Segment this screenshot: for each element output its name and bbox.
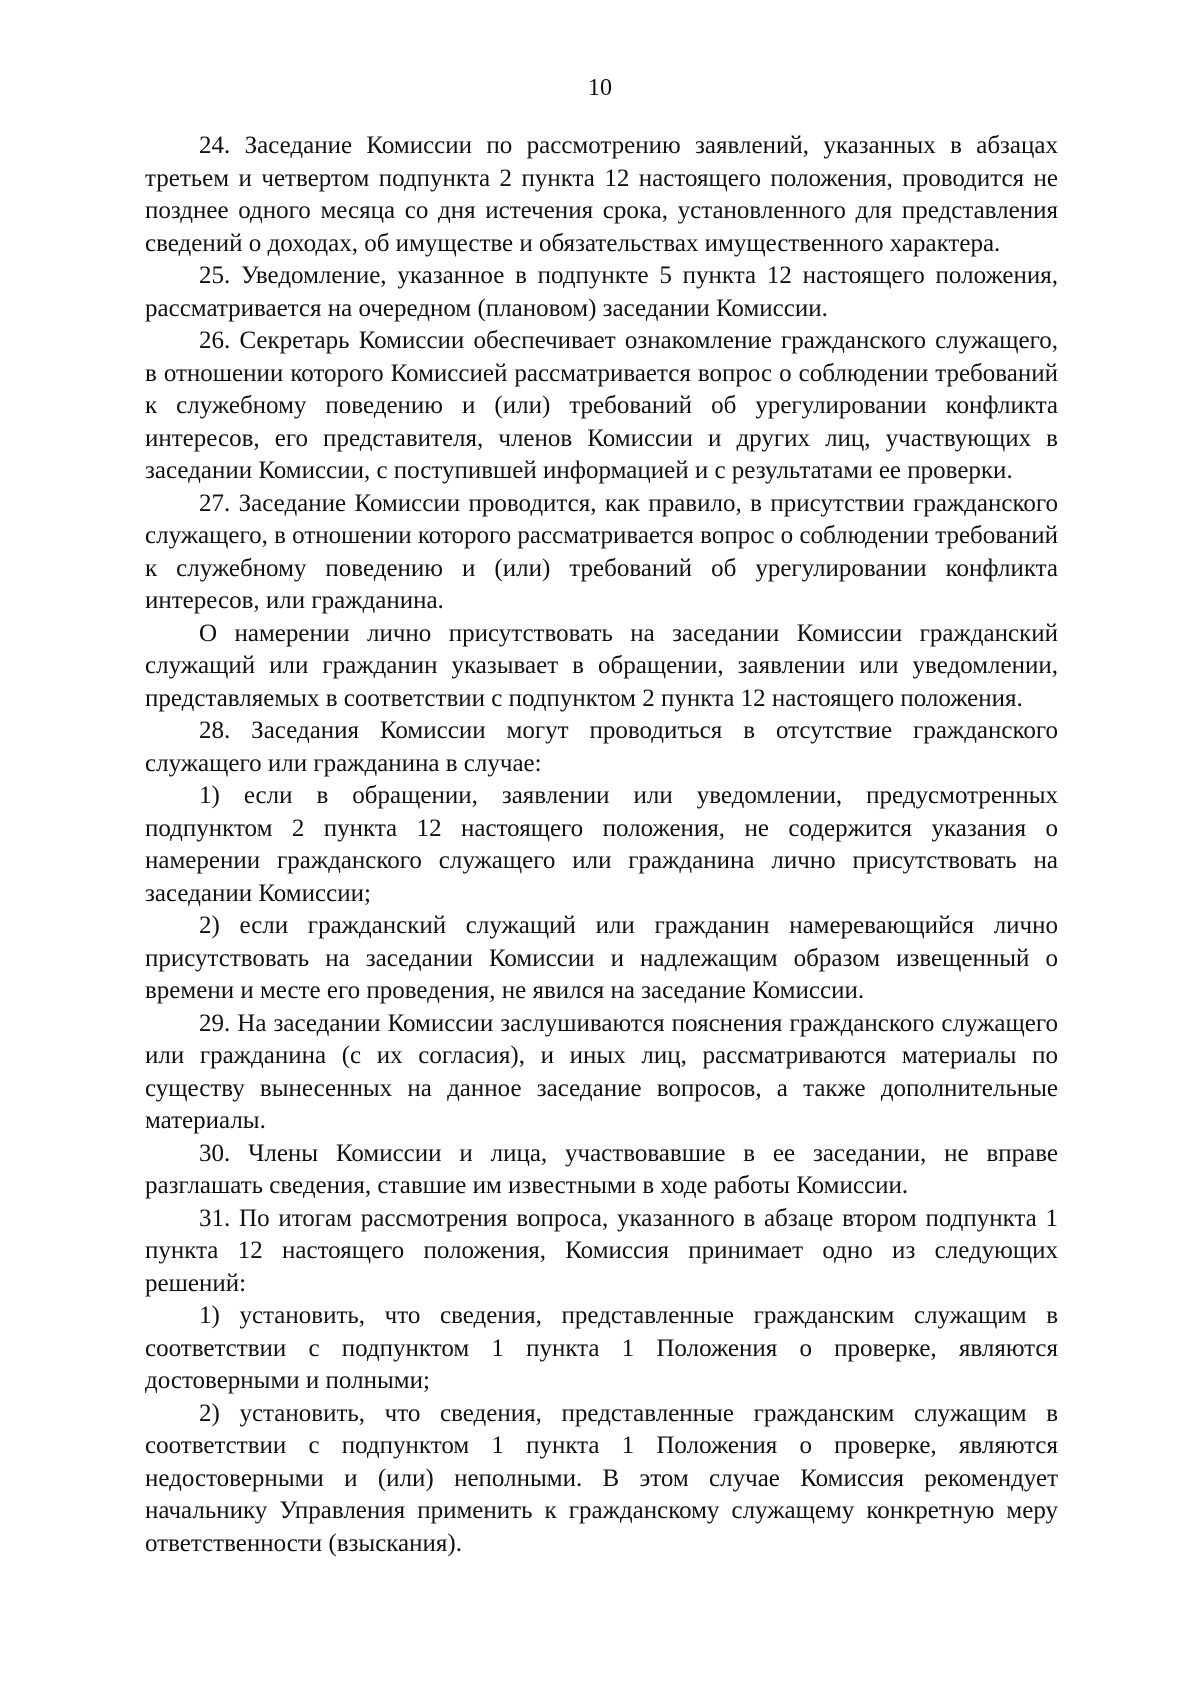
paragraph-24: 24. Заседание Комиссии по рассмотрению заявлений, указанных в абзацах третьем и четвертом подпункта 2 пункта 12 настоящего положения, проводится не позднее одного месяца со дня истечения срока, установленного для представления сведений о доходах, об имуществе и обязательствах имущественного характера. xyxy=(145,132,1058,257)
paragraph-27: 27. Заседание Комиссии проводится, как правило, в присутствии гражданского служащего, в отношении которого рассматривается вопрос о соблюдении требований к служебному поведению и (или) требований об урегулировании конфликта интересов, или гражданина. xyxy=(145,489,1058,614)
paragraph-31-item-1: 1) установить, что сведения, представленные гражданским служащим в соответствии с подпунктом 1 пункта 1 Положения о проверке, являются достоверными и полными; xyxy=(145,1302,1058,1394)
paragraph-31-item-2: 2) установить, что сведения, представленные гражданским служащим в соответствии с подпунктом 1 пункта 1 Положения о проверке, являются недостоверными и (или) неполными. В этом случае Комиссия рекомендует начальнику Управления применить к гражданскому служащему конкретную меру ответственности (взыскания). xyxy=(145,1399,1058,1557)
page-number: 10 xyxy=(588,75,612,101)
paragraph-25: 25. Уведомление, указанное в подпункте 5 пункта 12 настоящего положения, рассматривается на очередном (плановом) заседании Комиссии. xyxy=(145,262,1058,322)
paragraph-31: 31. По итогам рассмотрения вопроса, указанного в абзаце втором подпункта 1 пункта 12 настоящего положения, Комиссия принимает одно из следующих решений: xyxy=(145,1204,1058,1297)
paragraph-29: 29. На заседании Комиссии заслушиваются пояснения гражданского служащего или гражданина (с их согласия), и иных лиц, рассматриваются материалы по существу вынесенных на данное заседание вопросов, а также дополнительные материалы. xyxy=(145,1009,1058,1134)
paragraph-28-item-1: 1) если в обращении, заявлении или уведомлении, предусмотренных подпунктом 2 пункта 12 настоящего положения, не содержится указания о намерении гражданского служащего или гражданина лично присутствовать на заседании Комиссии; xyxy=(145,782,1058,907)
paragraph-30: 30. Члены Комиссии и лица, участвовавшие в ее заседании, не вправе разглашать сведения, ставшие им известными в ходе работы Комиссии. xyxy=(145,1139,1058,1199)
document-body xyxy=(145,130,1058,1560)
paragraph-28-item-2: 2) если гражданский служащий или гражданин намеревающийся лично присутствовать на заседании Комиссии и надлежащим образом извещенный о времени и месте его проведения, не явился на заседание Комиссии. xyxy=(145,912,1058,1004)
paragraph-27-intent: О намерении лично присутствовать на заседании Комиссии гражданский служащий или гражданин указывает в обращении, заявлении или уведомлении, представляемых в соответствии с подпунктом 2 пункта 12 настоящего положения. xyxy=(145,619,1058,712)
paragraph-28: 28. Заседания Комиссии могут проводиться в отсутствие гражданского служащего или гражданина в случае: xyxy=(145,717,1058,777)
paragraph-26: 26. Секретарь Комиссии обеспечивает ознакомление гражданского служащего, в отношении которого Комиссией рассматривается вопрос о соблюдении требований к служебному поведению и (или) требований об урегулировании конфликта интересов, его представителя, членов Комиссии и других лиц, участвующих в заседании Комиссии, с поступившей информацией и с результатами ее проверки. xyxy=(145,327,1058,484)
